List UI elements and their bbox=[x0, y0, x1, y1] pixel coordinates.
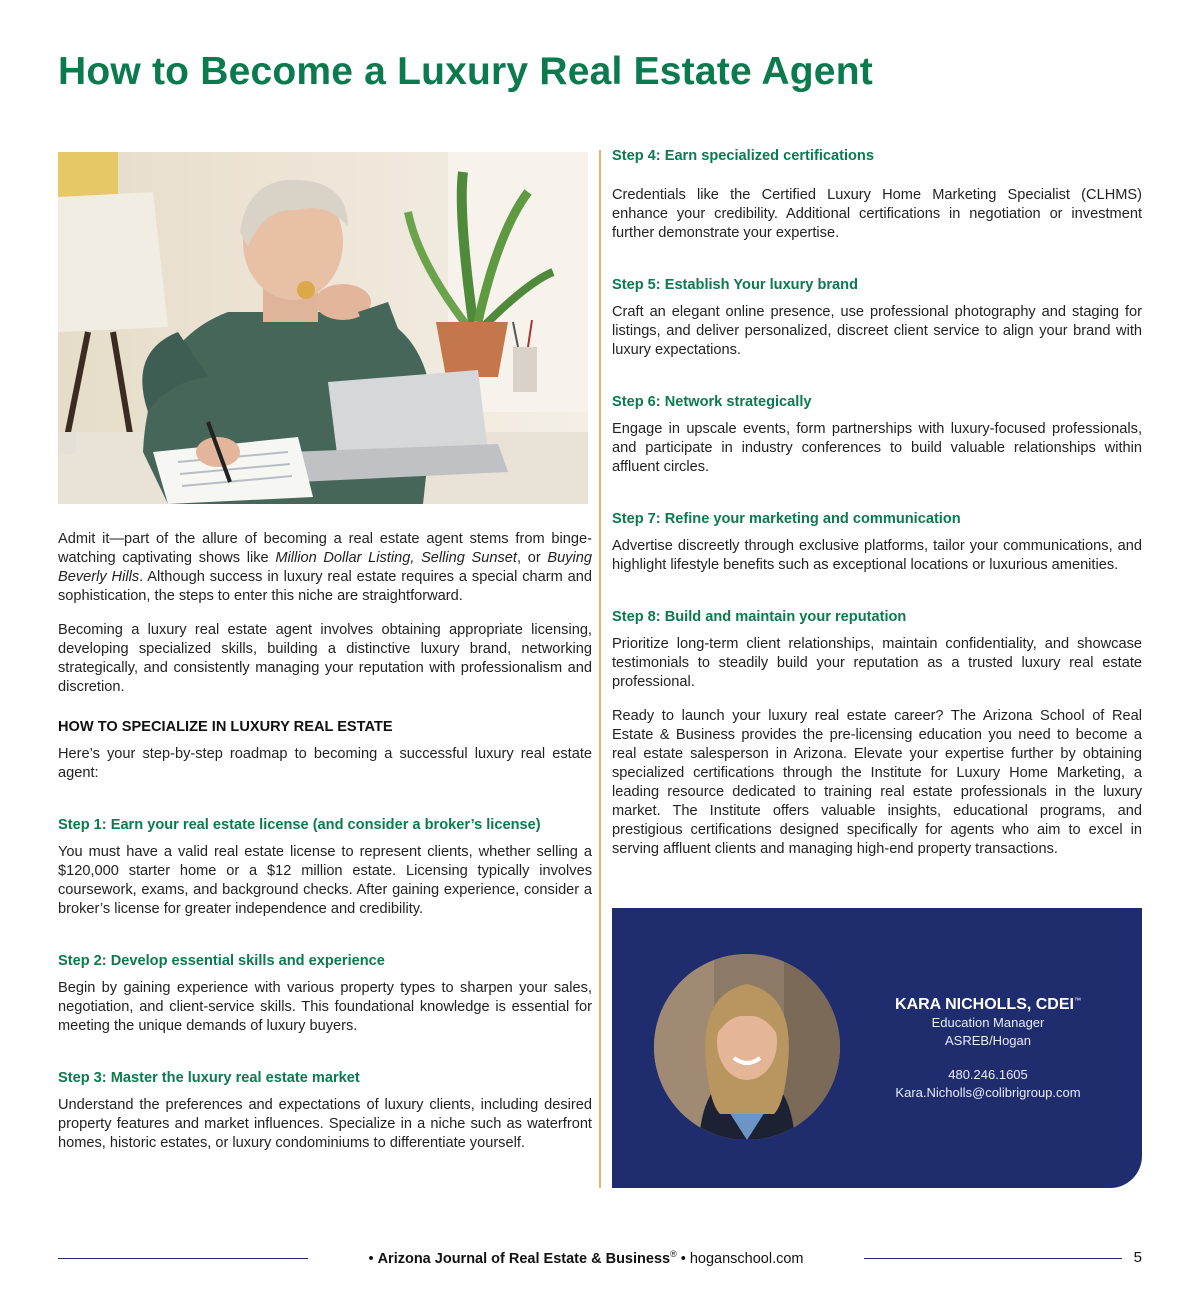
contact-info bbox=[870, 996, 1106, 1102]
step-2-title: Step 2: Develop essential skills and experience bbox=[58, 953, 385, 969]
contact-org: ASREB/Hogan bbox=[945, 1033, 1031, 1048]
step-3-title: Step 3: Master the luxury real estate market bbox=[58, 1070, 360, 1086]
step-1-title: Step 1: Earn your real estate license (and consider a broker’s license) bbox=[58, 817, 541, 833]
contact-portrait bbox=[654, 954, 840, 1140]
step-5-body: Craft an elegant online presence, use professional photography and staging for listings, and deliver personalized, discreet client service to align your brand with luxury expectations. bbox=[612, 304, 1142, 358]
step-6-body: Engage in upscale events, form partnerships with luxury-focused professionals, and participate in industry conferences to build valuable relationships within affluent circles. bbox=[612, 421, 1142, 475]
contact-email[interactable]: Kara.Nicholls@colibrigroup.com bbox=[895, 1085, 1081, 1100]
footer-publication-line bbox=[313, 1249, 859, 1267]
footer-rule-left bbox=[58, 1258, 308, 1259]
intro-paragraph-2: Becoming a luxury real estate agent involves obtaining appropriate licensing, developing specialized skills, building a distinctive luxury brand, networking strategically, and consistently managing your reputation with professionalism and discretion. bbox=[58, 622, 592, 695]
footer bbox=[58, 1246, 1142, 1270]
step-4-title: Step 4: Earn specialized certifications bbox=[612, 148, 874, 164]
step-6-title: Step 6: Network strategically bbox=[612, 394, 812, 410]
contact-name-text: KARA NICHOLLS, CDEI bbox=[895, 996, 1074, 1013]
step-4-body: Credentials like the Certified Luxury Home Marketing Specialist (CLHMS) enhance your credibility. Additional certifications in negotiation or investment further demonstrate your expertise. bbox=[612, 187, 1142, 241]
contact-name bbox=[870, 996, 1106, 1014]
step-5-title: Step 5: Establish Your luxury brand bbox=[612, 277, 858, 293]
footer-bullet: • bbox=[680, 1250, 686, 1267]
registered-mark: ® bbox=[670, 1249, 677, 1259]
intro-text-a: Admit it—part of the allure of becoming a real estate agent stems from binge-watching captivating shows like bbox=[58, 531, 592, 566]
closing-paragraph: Ready to launch your luxury real estate career? The Arizona School of Real Estate & Business provides the pre-licensing education you need to become a real estate salesperson in Arizona. Elevate your expertise further by obtaining specialized certifications through the Institute for Luxury Home Marketing, a leading resource dedicated to training real estate professionals in the luxury market. The Institute offers valuable insights, educational programs, and prestigious certifications designed specifically for agents who aim to excel in serving affluent clients and managing high-end property transactions. bbox=[612, 708, 1142, 857]
step-2-body: Begin by gaining experience with various property types to sharpen your sales, negotiation, and client-service skills. This foundational knowledge is essential for meeting the unique demands of luxury buyers. bbox=[58, 980, 592, 1034]
step-1-body: You must have a valid real estate license to represent clients, whether selling a $120,000 starter home or a $12 million estate. Licensing typically involves coursework, exams, and background checks. After gaining experience, consider a broker’s license for greater independence and credibility. bbox=[58, 844, 592, 917]
footer-publication: Arizona Journal of Real Estate & Business bbox=[377, 1250, 671, 1267]
intro-text-c: . Although success in luxury real estate requires a special charm and sophistication, the steps to enter this niche are straightforward. bbox=[58, 569, 592, 604]
section-intro: Here’s your step-by-step roadmap to becoming a successful luxury real estate agent: bbox=[58, 746, 592, 781]
footer-rule-right bbox=[864, 1258, 1122, 1259]
contact-card bbox=[612, 908, 1142, 1188]
show-title-beverly-hills: Buying Beverly Hills bbox=[58, 550, 592, 585]
step-7-title: Step 7: Refine your marketing and communication bbox=[612, 511, 961, 527]
footer-site-link[interactable]: hoganschool.com bbox=[689, 1250, 804, 1267]
page-number: 5 bbox=[1133, 1249, 1142, 1266]
step-8-body: Prioritize long-term client relationships, maintain confidentiality, and showcase testimonials to steadily build your reputation as a trusted luxury real estate professional. bbox=[612, 636, 1142, 690]
step-3-body: Understand the preferences and expectations of luxury clients, including desired property features and market influences. Specialize in a niche such as waterfront homes, historic estates, or luxury condominiums to differentiate yourself. bbox=[58, 1097, 592, 1151]
page-title: How to Become a Luxury Real Estate Agent bbox=[58, 50, 873, 93]
contact-phone[interactable]: 480.246.1605 bbox=[948, 1067, 1028, 1082]
trademark-mark: ™ bbox=[1073, 997, 1081, 1005]
column-divider bbox=[599, 150, 601, 1188]
step-8-title: Step 8: Build and maintain your reputation bbox=[612, 609, 907, 625]
intro-paragraph-1 bbox=[58, 530, 592, 606]
show-titles: Million Dollar Listing, Selling Sunset bbox=[275, 550, 517, 566]
contact-role: Education Manager bbox=[931, 1015, 1045, 1030]
left-column bbox=[58, 530, 592, 1153]
footer-bullet: • bbox=[368, 1250, 374, 1267]
step-7-body: Advertise discreetly through exclusive platforms, tailor your communications, and highlight lifestyle benefits such as exceptional locations or luxurious amenities. bbox=[612, 538, 1142, 573]
right-column bbox=[612, 148, 1142, 859]
section-heading: HOW TO SPECIALIZE IN LUXURY REAL ESTATE bbox=[58, 719, 393, 735]
article-photo bbox=[58, 152, 588, 504]
intro-text-b: , or bbox=[516, 550, 548, 566]
